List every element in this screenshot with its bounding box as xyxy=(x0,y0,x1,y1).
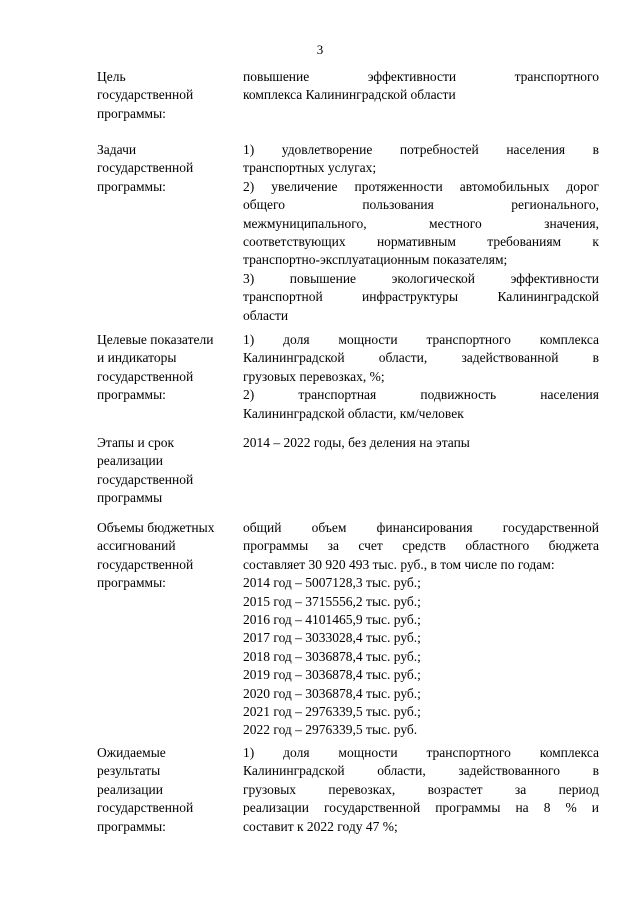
page-number: 3 xyxy=(316,42,324,57)
row-value-line: транспортной инфраструктуры Калининградской xyxy=(243,289,599,305)
row-value-line: реализации государственной программы на 8 % и xyxy=(243,800,599,816)
row-value-line: 2018 год – 3036878,4 тыс. руб.; xyxy=(243,648,421,664)
row-label-line: Объемы бюджетных xyxy=(97,520,215,535)
row-value xyxy=(243,519,599,740)
row-label-line: программы: xyxy=(97,178,166,194)
row-value xyxy=(243,331,599,423)
row-label-line: ассигнований xyxy=(97,538,176,554)
row-label-line: результаты xyxy=(97,763,161,779)
row-label xyxy=(97,434,237,508)
row-label-line: Задачи xyxy=(97,142,137,157)
row-value-line: программы за счет средств областного бюджета xyxy=(243,538,599,554)
row-value-line: Калининградской области, задействованной в xyxy=(243,350,599,366)
row-label-line: и индикаторы xyxy=(97,350,177,366)
row-value-line: повышение эффективности транспортного xyxy=(243,69,599,84)
row-value-line: 2019 год – 3036878,4 тыс. руб.; xyxy=(243,667,421,683)
row-label xyxy=(97,331,237,405)
row-value xyxy=(243,141,599,325)
row-value xyxy=(243,434,599,452)
row-value-line: соответствующих нормативным требованиям к xyxy=(243,234,599,250)
row-value-line: 2021 год – 2976339,5 тыс. руб.; xyxy=(243,704,421,720)
row-label-line: реализации xyxy=(97,781,163,797)
row-value-line: общий объем финансирования государственной xyxy=(243,520,599,535)
row-value xyxy=(243,68,599,105)
row-value-line: 2015 год – 3715556,2 тыс. руб.; xyxy=(243,593,421,609)
row-label xyxy=(97,141,237,196)
row-value-line: комплекса Калининградской области xyxy=(243,87,456,103)
row-value-line: 1) удовлетворение потребностей населения в xyxy=(243,142,599,157)
row-value-line: 2014 – 2022 годы, без деления на этапы xyxy=(243,435,470,450)
row-value-line: 1) доля мощности транспортного комплекса xyxy=(243,332,599,347)
row-label-line: программы: xyxy=(97,575,166,591)
row-label-line: государственной xyxy=(97,471,194,487)
row-label-line: программы: xyxy=(97,105,166,121)
row-label-line: государственной xyxy=(97,556,194,572)
row-value-line: 2020 год – 3036878,4 тыс. руб.; xyxy=(243,685,421,701)
row-value-line: составляет 30 920 493 тыс. руб., в том числе по годам: xyxy=(243,556,555,572)
row-value-line: межмуниципального, местного значения, xyxy=(243,215,599,231)
row-value-line: 2016 год – 4101465,9 тыс. руб.; xyxy=(243,612,421,628)
row-label xyxy=(97,744,237,836)
row-value-line: 2014 год – 5007128,3 тыс. руб.; xyxy=(243,575,421,591)
row-label-line: программы xyxy=(97,490,163,506)
row-label-line: реализации xyxy=(97,453,163,469)
row-label-line: программы: xyxy=(97,818,166,834)
row-label xyxy=(97,519,237,593)
row-value-line: общего пользования регионального, xyxy=(243,197,599,213)
row-value-line: 2022 год – 2976339,5 тыс. руб. xyxy=(243,722,418,738)
row-label-line: государственной xyxy=(97,87,194,103)
row-label-line: Цель xyxy=(97,69,126,84)
row-label-line: Ожидаемые xyxy=(97,745,166,760)
row-value-line: транспортно-эксплуатационным показателям; xyxy=(243,252,508,268)
row-value-line: Калининградской области, км/человек xyxy=(243,405,464,421)
row-value-line: 3) повышение экологической эффективности xyxy=(243,270,599,286)
row-label xyxy=(97,68,237,123)
row-label-line: государственной xyxy=(97,368,194,384)
row-value-line: Калининградской области, задействованного в xyxy=(243,763,599,779)
row-value-line: 2) транспортная подвижность населения xyxy=(243,387,599,403)
row-label-line: государственной xyxy=(97,800,194,816)
row-value-line: грузовых перевозках, %; xyxy=(243,368,385,384)
row-label-line: государственной xyxy=(97,160,194,176)
row-label-line: Этапы и срок xyxy=(97,435,175,450)
row-value-line: области xyxy=(243,307,289,323)
row-value-line: 1) доля мощности транспортного комплекса xyxy=(243,745,599,760)
row-value-line: 2) увеличение протяженности автомобильных дорог xyxy=(243,178,599,194)
row-value-line: составит к 2022 году 47 %; xyxy=(243,818,398,834)
row-value-line: транспортных услугах; xyxy=(243,160,377,176)
row-value-line: грузовых перевозках, возрастет за период xyxy=(243,781,599,797)
row-label-line: Целевые показатели xyxy=(97,332,214,347)
row-value-line: 2017 год – 3033028,4 тыс. руб.; xyxy=(243,630,421,646)
row-value xyxy=(243,744,599,836)
row-label-line: программы: xyxy=(97,387,166,403)
